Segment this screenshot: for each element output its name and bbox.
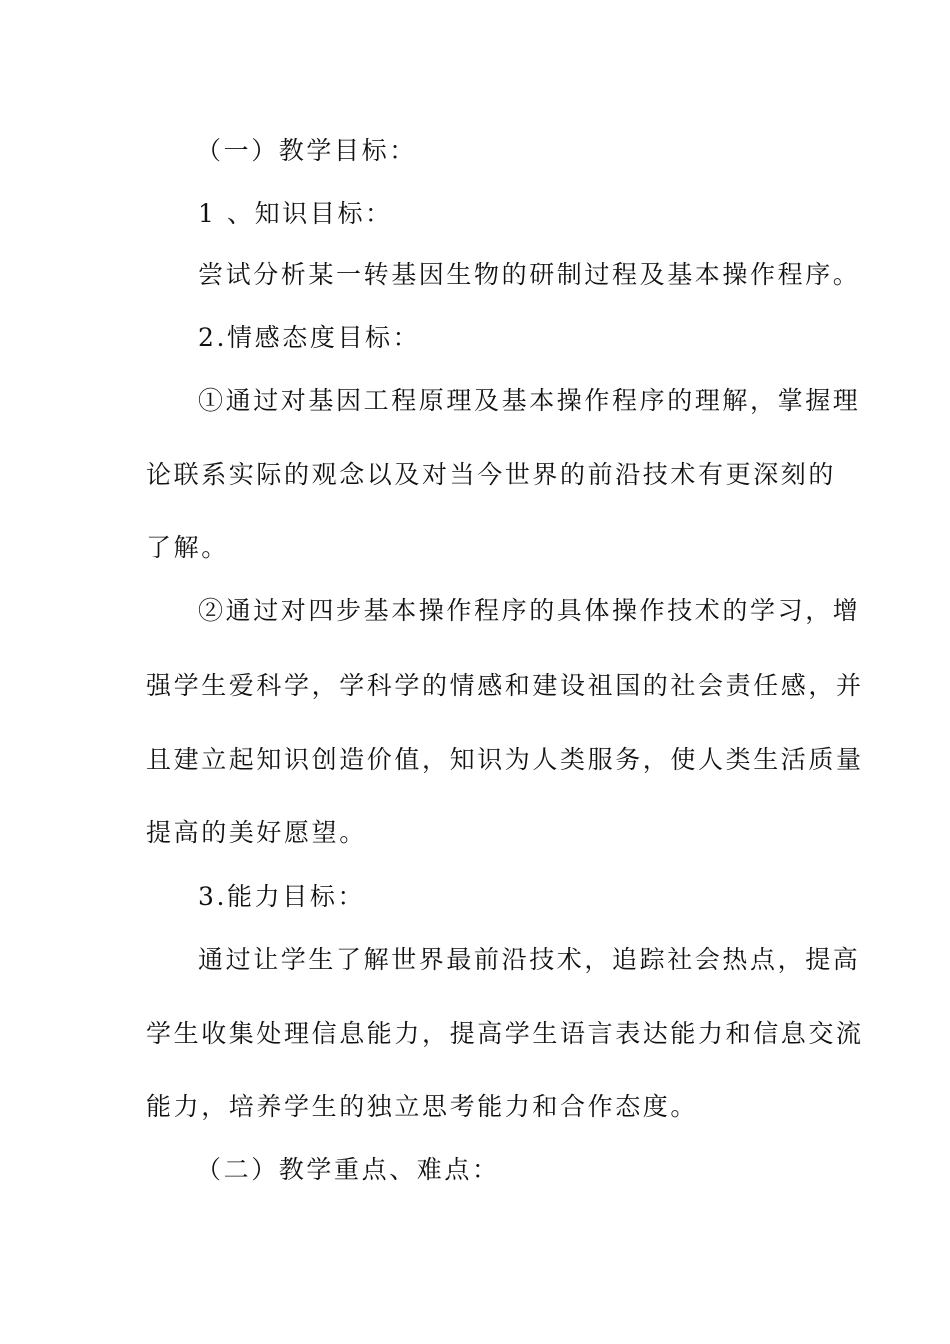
subheading-knowledge-goal: 1 、知识目标： [198, 199, 393, 228]
paragraph-emotion-2-line-3: 且建立起知识创造价值，知识为人类服务，使人类生活质量 [146, 745, 864, 774]
paragraph-emotion-2-line-2: 强学生爱科学，学科学的情感和建设祖国的社会责任感，并 [146, 671, 864, 700]
section-heading-teaching-goals: （一）教学目标： [196, 136, 417, 165]
paragraph-emotion-2-line-1: ②通过对四步基本操作程序的具体操作技术的学习，增 [198, 596, 861, 625]
paragraph-ability-line-1: 通过让学生了解世界最前沿技术，追踪社会热点，提高 [198, 945, 861, 974]
paragraph-emotion-1-line-2: 论联系实际的观念以及对当今世界的前沿技术有更深刻的 [146, 460, 837, 489]
paragraph-emotion-1-line-1: ①通过对基因工程原理及基本操作程序的理解，掌握理 [198, 386, 861, 415]
paragraph-knowledge-goal: 尝试分析某一转基因生物的研制过程及基本操作程序。 [198, 260, 861, 289]
paragraph-emotion-1-line-3: 了解。 [146, 533, 229, 562]
paragraph-emotion-2-line-4: 提高的美好愿望。 [146, 818, 367, 847]
subheading-ability-goal: 3.能力目标： [198, 882, 366, 911]
section-heading-key-points: （二）教学重点、难点： [196, 1155, 500, 1184]
subheading-emotion-goal: 2.情感态度目标： [198, 323, 421, 352]
paragraph-ability-line-3: 能力，培养学生的独立思考能力和合作态度。 [146, 1092, 699, 1121]
paragraph-ability-line-2: 学生收集处理信息能力，提高学生语言表达能力和信息交流 [146, 1019, 864, 1048]
